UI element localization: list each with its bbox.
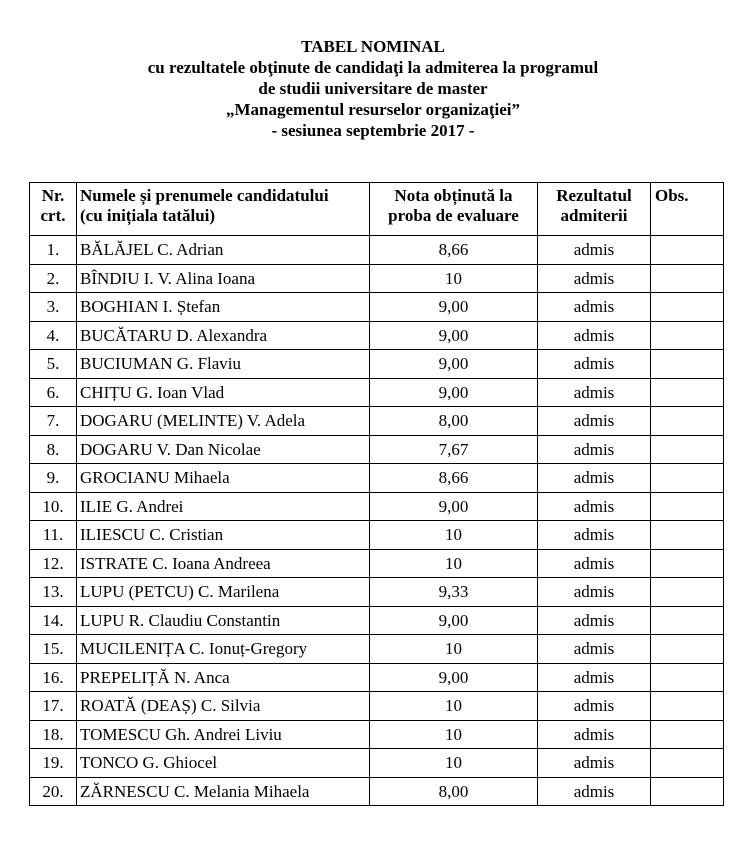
admission-result: admis xyxy=(538,264,651,293)
table-row xyxy=(30,407,724,436)
table-row xyxy=(30,606,724,635)
table-row xyxy=(30,321,724,350)
observations xyxy=(651,492,724,521)
table-row xyxy=(30,464,724,493)
row-number: 4. xyxy=(30,321,77,350)
table-row xyxy=(30,293,724,322)
grade: 10 xyxy=(370,635,538,664)
table-row xyxy=(30,692,724,721)
table-row xyxy=(30,350,724,379)
grade: 9,33 xyxy=(370,578,538,607)
row-number: 10. xyxy=(30,492,77,521)
observations xyxy=(651,378,724,407)
row-number: 16. xyxy=(30,663,77,692)
admission-result: admis xyxy=(538,635,651,664)
grade: 10 xyxy=(370,549,538,578)
row-number: 6. xyxy=(30,378,77,407)
row-number: 9. xyxy=(30,464,77,493)
grade: 8,00 xyxy=(370,407,538,436)
observations xyxy=(651,407,724,436)
row-number: 7. xyxy=(30,407,77,436)
table-row xyxy=(30,663,724,692)
grade: 10 xyxy=(370,692,538,721)
grade: 9,00 xyxy=(370,606,538,635)
row-number: 2. xyxy=(30,264,77,293)
candidate-name: MUCILENIȚA C. Ionuț-Gregory xyxy=(77,635,370,664)
candidate-name: BÎNDIU I. V. Alina Ioana xyxy=(77,264,370,293)
column-header-grade: Nota obținută la proba de evaluare xyxy=(370,183,538,236)
observations xyxy=(651,521,724,550)
table-row xyxy=(30,777,724,806)
grade: 10 xyxy=(370,720,538,749)
grade: 8,66 xyxy=(370,464,538,493)
table-header-row xyxy=(30,183,724,236)
candidate-name: LUPU R. Claudiu Constantin xyxy=(77,606,370,635)
grade: 8,00 xyxy=(370,777,538,806)
admission-result: admis xyxy=(538,321,651,350)
admission-result: admis xyxy=(538,293,651,322)
observations xyxy=(651,321,724,350)
observations xyxy=(651,720,724,749)
admission-result: admis xyxy=(538,521,651,550)
table-row xyxy=(30,749,724,778)
admission-result: admis xyxy=(538,492,651,521)
observations xyxy=(651,350,724,379)
column-header-obs: Obs. xyxy=(651,183,724,236)
observations xyxy=(651,264,724,293)
row-number: 13. xyxy=(30,578,77,607)
observations xyxy=(651,578,724,607)
row-number: 15. xyxy=(30,635,77,664)
candidate-name: CHIȚU G. Ioan Vlad xyxy=(77,378,370,407)
grade: 10 xyxy=(370,264,538,293)
candidate-name: DOGARU (MELINTE) V. Adela xyxy=(77,407,370,436)
row-number: 1. xyxy=(30,236,77,265)
admission-result: admis xyxy=(538,435,651,464)
candidate-name: TOMESCU Gh. Andrei Liviu xyxy=(77,720,370,749)
document-header xyxy=(0,36,746,141)
grade: 9,00 xyxy=(370,378,538,407)
candidate-name: ROATĂ (DEAȘ) C. Silvia xyxy=(77,692,370,721)
admission-result: admis xyxy=(538,692,651,721)
observations xyxy=(651,777,724,806)
admission-result: admis xyxy=(538,464,651,493)
candidate-name: BUCĂTARU D. Alexandra xyxy=(77,321,370,350)
row-number: 20. xyxy=(30,777,77,806)
table-row xyxy=(30,435,724,464)
grade: 9,00 xyxy=(370,293,538,322)
admission-result: admis xyxy=(538,720,651,749)
candidate-name: ILIESCU C. Cristian xyxy=(77,521,370,550)
admission-result: admis xyxy=(538,606,651,635)
observations xyxy=(651,464,724,493)
candidate-name: GROCIANU Mihaela xyxy=(77,464,370,493)
row-number: 17. xyxy=(30,692,77,721)
table-row xyxy=(30,378,724,407)
observations xyxy=(651,606,724,635)
table-row xyxy=(30,492,724,521)
column-header-nr: Nr. crt. xyxy=(30,183,77,236)
row-number: 14. xyxy=(30,606,77,635)
admission-result: admis xyxy=(538,236,651,265)
admission-result: admis xyxy=(538,749,651,778)
observations xyxy=(651,692,724,721)
admission-result: admis xyxy=(538,407,651,436)
observations xyxy=(651,236,724,265)
admission-result: admis xyxy=(538,578,651,607)
document-subtitle-line: cu rezultatele obţinute de candidaţi la admiterea la programul xyxy=(147,58,599,77)
observations xyxy=(651,663,724,692)
candidate-name: BOGHIAN I. Ștefan xyxy=(77,293,370,322)
observations xyxy=(651,635,724,664)
grade: 8,66 xyxy=(370,236,538,265)
candidate-name: ILIE G. Andrei xyxy=(77,492,370,521)
grade: 9,00 xyxy=(370,492,538,521)
row-number: 3. xyxy=(30,293,77,322)
observations xyxy=(651,749,724,778)
column-header-result: Rezultatul admiterii xyxy=(538,183,651,236)
row-number: 12. xyxy=(30,549,77,578)
candidate-name: DOGARU V. Dan Nicolae xyxy=(77,435,370,464)
column-header-name: Numele și prenumele candidatului (cu inițiala tatălui) xyxy=(77,183,370,236)
admission-result: admis xyxy=(538,663,651,692)
document-title: TABEL NOMINAL xyxy=(301,37,445,56)
table-body xyxy=(30,236,724,806)
grade: 7,67 xyxy=(370,435,538,464)
candidate-name: TONCO G. Ghiocel xyxy=(77,749,370,778)
candidate-name: PREPELIȚĂ N. Anca xyxy=(77,663,370,692)
table-row xyxy=(30,578,724,607)
candidate-name: ISTRATE C. Ioana Andreea xyxy=(77,549,370,578)
table-row xyxy=(30,521,724,550)
row-number: 18. xyxy=(30,720,77,749)
row-number: 19. xyxy=(30,749,77,778)
grade: 9,00 xyxy=(370,663,538,692)
admission-result: admis xyxy=(538,350,651,379)
candidate-name: ZĂRNESCU C. Melania Mihaela xyxy=(77,777,370,806)
observations xyxy=(651,435,724,464)
document-subtitle-line: de studii universitare de master xyxy=(258,79,488,98)
row-number: 11. xyxy=(30,521,77,550)
session-label: - sesiunea septembrie 2017 - xyxy=(271,121,475,140)
admission-result: admis xyxy=(538,378,651,407)
table-row xyxy=(30,236,724,265)
admission-result: admis xyxy=(538,549,651,578)
grade: 9,00 xyxy=(370,321,538,350)
table-row xyxy=(30,635,724,664)
table-row xyxy=(30,549,724,578)
program-name: „Managementul resurselor organizaţiei” xyxy=(226,100,520,119)
candidate-name: LUPU (PETCU) C. Marilena xyxy=(77,578,370,607)
results-table xyxy=(29,182,724,806)
row-number: 8. xyxy=(30,435,77,464)
candidate-name: BĂLĂJEL C. Adrian xyxy=(77,236,370,265)
grade: 10 xyxy=(370,521,538,550)
observations xyxy=(651,549,724,578)
table-row xyxy=(30,720,724,749)
grade: 9,00 xyxy=(370,350,538,379)
table-row xyxy=(30,264,724,293)
candidate-name: BUCIUMAN G. Flaviu xyxy=(77,350,370,379)
admission-result: admis xyxy=(538,777,651,806)
row-number: 5. xyxy=(30,350,77,379)
grade: 10 xyxy=(370,749,538,778)
observations xyxy=(651,293,724,322)
